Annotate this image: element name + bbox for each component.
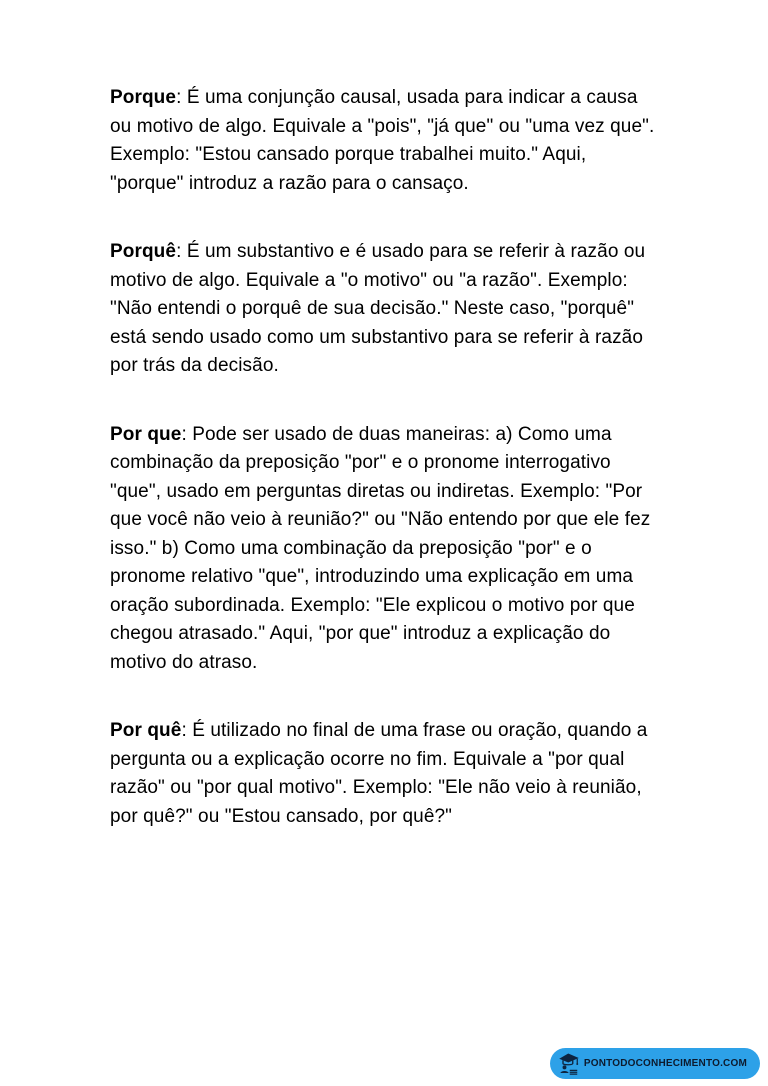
definition-paragraph-porque — [110, 84, 660, 198]
site-badge-label: PONTODOCONHECIMENTO.COM — [583, 1058, 747, 1069]
scholar-graduation-cap-icon — [557, 1051, 581, 1077]
paragraph-text-porque: : É uma conjunção causal, usada para indicar a causa ou motivo de algo. Equivale a "pois", "já que" ou "uma vez que". Exemplo: "Estou cansado porque trabalhei muito." Aqui, "porque" introduz a razão para o cansaço. — [110, 87, 655, 194]
term-label-porque-circumflex: Porquê — [110, 241, 177, 262]
term-label-porque: Porque — [110, 87, 177, 108]
paragraph-text-por-que: : Pode ser usado de duas maneiras: a) Como uma combinação da preposição "por" e o pronome interrogativo "que", usado em perguntas diretas ou indiretas. Exemplo: "Por que você não veio à reunião?" ou "Não entendo por que ele fez isso." b) Como uma combinação da preposição "por" e o pronome relativo "que", introduzindo uma explicação em uma oração subordinada. Exemplo: "Ele explicou o motivo por que chegou atrasado." Aqui, "por que" introduz a explicação do motivo do atraso. — [110, 423, 651, 673]
paragraph-text-porque-circumflex: : É um substantivo e é usado para se referir à razão ou motivo de algo. Equivale a "o motivo" ou "a razão". Exemplo: "Não entendi o porquê de sua decisão." Neste caso, "porquê" está sendo usado como um substantivo para se referir à razão por trás da decisão. — [110, 241, 646, 376]
paragraph-text-por-que-circumflex: : É utilizado no final de uma frase ou oração, quando a pergunta ou a explicação ocorre no fim. Equivale a "por qual razão" ou "por qual motivo". Exemplo: "Ele não veio à reunião, por quê?" ou "Estou cansado, por quê?" — [110, 720, 648, 827]
definition-paragraph-porque-circumflex — [110, 238, 660, 381]
definition-paragraph-por-que — [110, 421, 660, 678]
definition-paragraph-por-que-circumflex — [110, 717, 660, 831]
term-label-por-que-circumflex: Por quê — [110, 720, 182, 741]
term-label-por-que: Por que — [110, 423, 182, 445]
site-badge[interactable] — [550, 1048, 760, 1079]
